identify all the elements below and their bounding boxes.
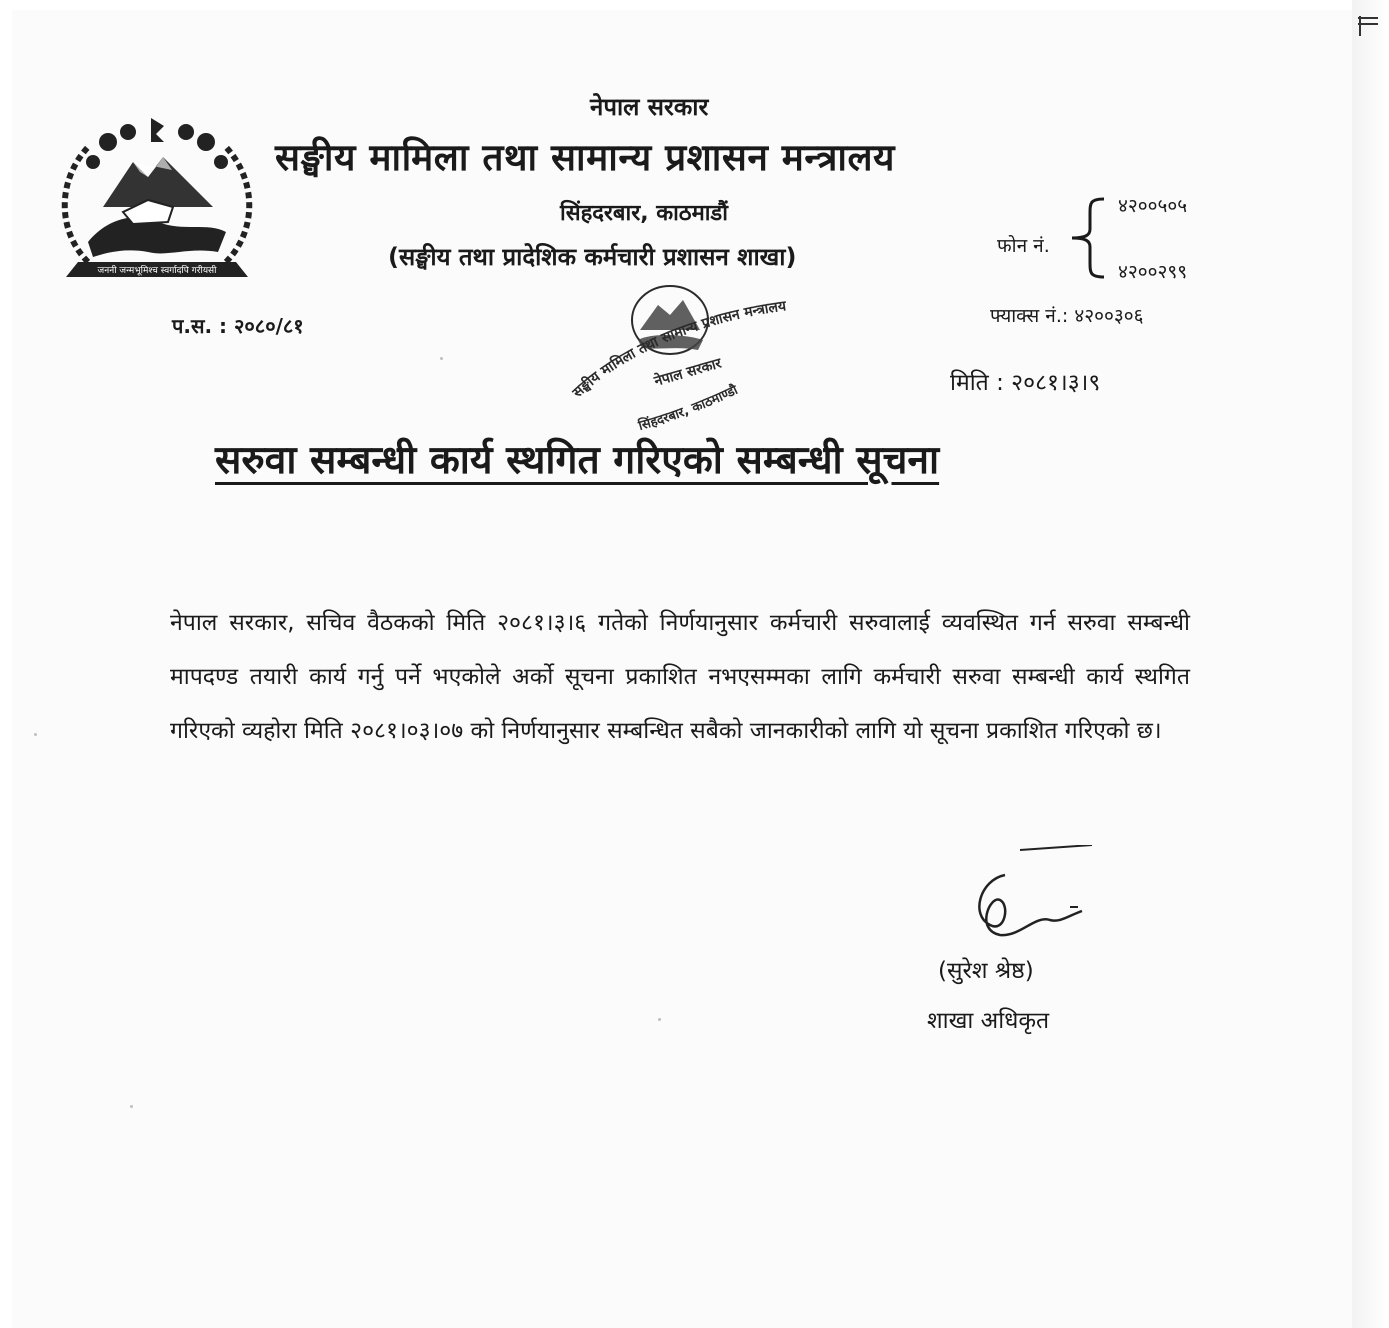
signer-name: (सुरेश श्रेष्ठ)	[938, 958, 1034, 984]
government-name: नेपाल सरकार	[590, 93, 709, 121]
nepal-emblem-icon	[48, 112, 266, 294]
emblem-motto: जननी जन्मभूमिश्च स्वर्गादपि गरीयसी	[97, 266, 217, 276]
reference-number: प.स. : २०८०/८१	[172, 314, 304, 338]
ministry-name: सङ्घीय मामिला तथा सामान्य प्रशासन मन्त्रालय	[275, 136, 896, 179]
scan-speck	[130, 1105, 133, 1108]
signer-designation: शाखा अधिकृत	[927, 1008, 1050, 1034]
stamp-text-top: नेपाल सरकार	[652, 355, 724, 390]
scan-speck	[440, 357, 443, 360]
phone-label: फोन नं.	[997, 235, 1050, 257]
office-seal-stamp-icon	[558, 280, 798, 440]
scan-corner-mark-icon	[1356, 14, 1380, 38]
fax-number: फ्याक्स नं.: ४२००३०६	[990, 305, 1144, 327]
phone-number-2: ४२००२९९	[1118, 261, 1188, 283]
office-address: सिंहदरबार, काठमाडौं	[560, 201, 728, 226]
document-date: मिति : २०८१।३।९	[950, 370, 1101, 396]
scan-speck	[34, 733, 37, 736]
notice-body: नेपाल सरकार, सचिव वैठकको मिति २०८१।३।६ गतेको निर्णयानुसार कर्मचारी सरुवालाई व्यवस्थित गर्न सरुवा सम्बन्धी मापदण्ड तयारी कार्य गर्नु पर्ने भएकोले अर्को सूचना प्रकाशित नभएसम्मका लागि कर्मचारी सरुवा सम्बन्धी कार्य स्थगित गरिएको व्यहोरा मिति २०८१।०३।०७ को निर्णयानुसार सम्बन्धित सबैको जानकारीको लागि यो सूचना प्रकाशित गरिएको छ।	[170, 610, 1190, 744]
handwritten-signature-icon	[960, 845, 1100, 965]
curly-brace-icon	[1066, 195, 1108, 281]
scan-speck	[658, 1018, 661, 1021]
stamp-text-bottom: सिंहदरबार, काठमाण्डौ	[636, 382, 741, 434]
branch-name: (सङ्घीय तथा प्रादेशिक कर्मचारी प्रशासन शाखा)	[388, 243, 797, 271]
phone-number-1: ४२००५०५	[1118, 195, 1188, 217]
stamp-text-middle: सङ्घीय मामिला तथा सामान्य प्रशासन मन्त्रालय	[569, 298, 788, 401]
notice-subject: सरुवा सम्बन्धी कार्य स्थगित गरिएको सम्बन्धी सूचना	[215, 438, 940, 483]
scan-edge	[1352, 0, 1389, 1328]
svg-text:सिंहदरबार, काठमाण्डौ	[635, 382, 740, 434]
